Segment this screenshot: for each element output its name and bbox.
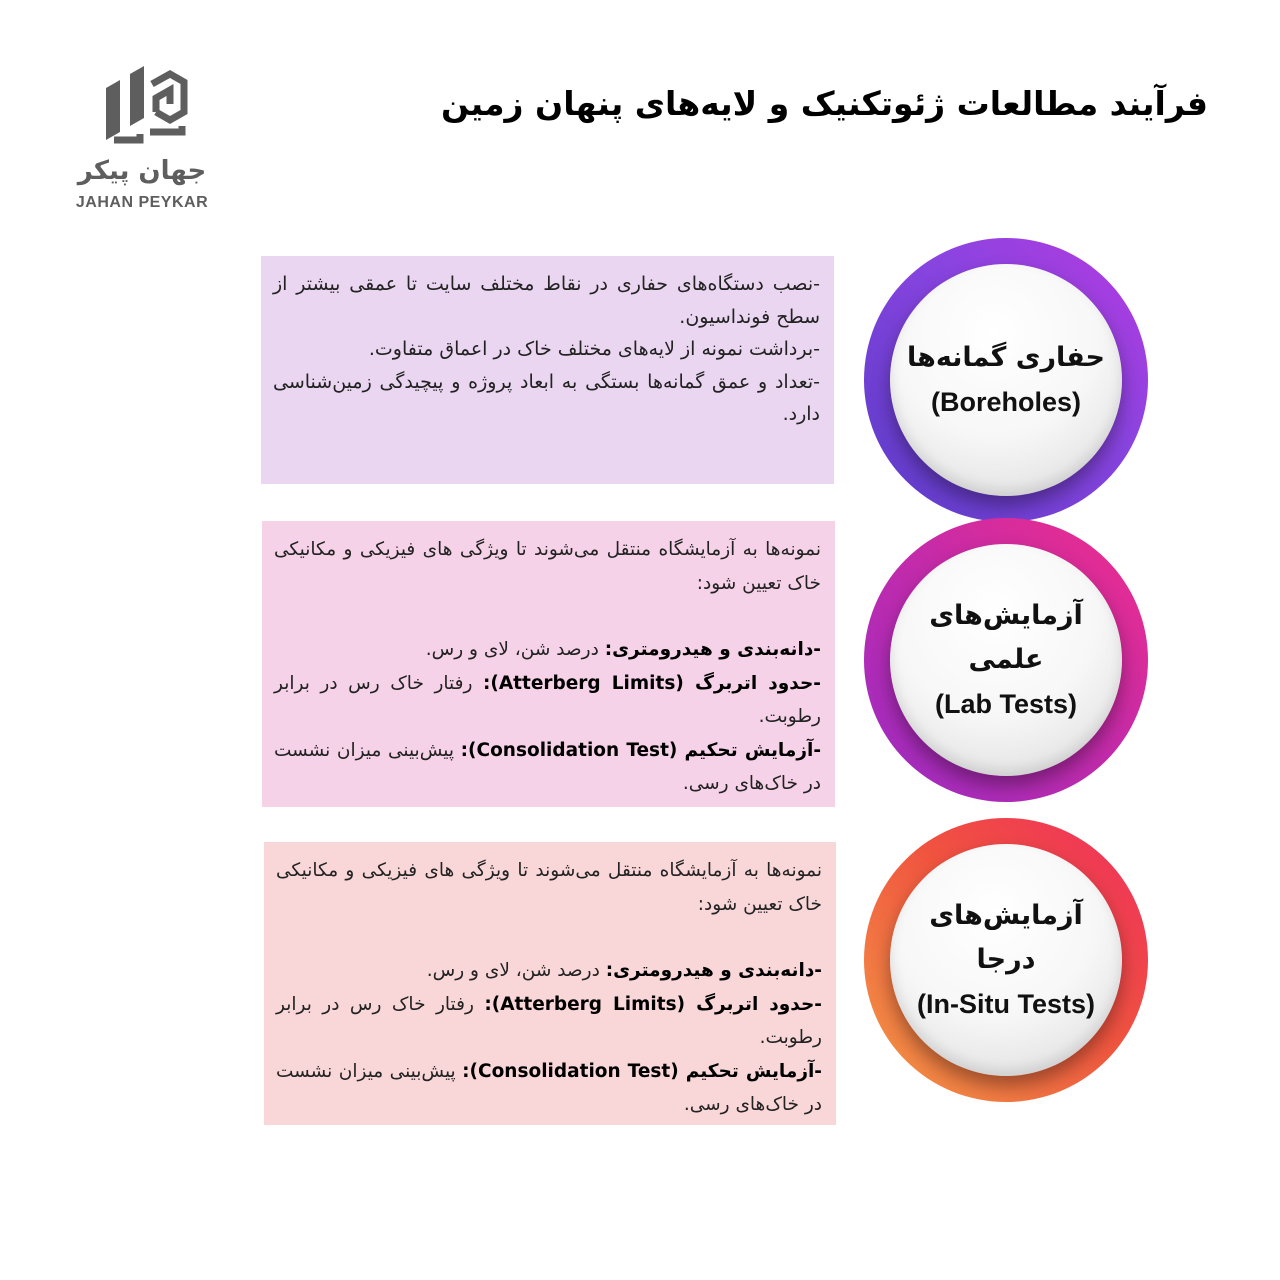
step-1-ring (864, 238, 1148, 522)
step-3-badge (890, 844, 1122, 1076)
step-3-label-en: (In-Situ Tests) (917, 989, 1095, 1019)
jp-monogram-logo-icon (100, 60, 188, 148)
step-2-item-3-text: پیش‌بینی میزان نشست در خاک‌های رسی. (274, 739, 821, 794)
step-3-item-1 (276, 954, 822, 988)
step-3-item-2-text: رفتار خاک رس در برابر رطوبت. (276, 993, 822, 1048)
step-1-description (261, 256, 834, 484)
step-2-item-1-text: درصد شن، لای و رس. (425, 639, 605, 660)
step-1-line-3: -تعداد و عمق گمانه‌ها بستگی به ابعاد پروژه و پیچیدگی زمین‌شناسی دارد. (273, 370, 820, 425)
step-1-label-en: (Boreholes) (930, 387, 1082, 417)
step-3-item-1-text: درصد شن، لای و رس. (426, 960, 606, 981)
step-3-item-1-bold: -دانه‌بندی و هیدرومتری: (605, 960, 822, 981)
brand-logo (62, 60, 222, 220)
step-2-label-fa-1: آزمایش‌های (929, 600, 1083, 631)
step-2-item-2-bold: -حدود اتربرگ (Atterberg Limits): (482, 672, 821, 694)
step-1-line-1: -نصب دستگاه‌های حفاری در نقاط مختلف سایت تا عمقی بیشتر از سطح فونداسیون. (273, 273, 820, 328)
step-3-description (264, 842, 836, 1125)
step-3-item-3-text: پیش‌بینی میزان نشست در خاک‌های رسی. (276, 1060, 822, 1115)
step-2-intro: نمونه‌ها به آزمایشگاه منتقل می‌شوند تا ویژگی های فیزیکی و مکانیکی خاک تعیین شود: (274, 539, 821, 594)
step-3-ring (864, 818, 1148, 1102)
step-2-label-fa-2: علمی (968, 644, 1044, 675)
step-3-label-fa-2: درجا (976, 944, 1036, 975)
step-2-label-en: (Lab Tests) (934, 689, 1077, 719)
step-2-ring (864, 518, 1148, 802)
step-2-item-2-text: رفتار خاک رس در برابر رطوبت. (274, 672, 821, 727)
step-2-item-3 (274, 734, 821, 801)
step-3-item-3-bold: -آزمایش تحکیم (Consolidation Test): (462, 1060, 822, 1082)
step-2-item-1-bold: -دانه‌بندی و هیدرومتری: (604, 639, 821, 660)
brand-name-en: JAHAN PEYKAR (75, 194, 209, 211)
step-2-item-3-bold: -آزمایش تحکیم (Consolidation Test): (460, 739, 821, 761)
step-2-item-1 (274, 633, 821, 667)
step-3-item-3 (276, 1055, 822, 1122)
step-3-intro: نمونه‌ها به آزمایشگاه منتقل می‌شوند تا ویژگی های فیزیکی و مکانیکی خاک تعیین شود: (276, 860, 822, 915)
step-3-label-fa-1: آزمایش‌های (929, 900, 1083, 931)
step-1-line-2: -برداشت نمونه از لایه‌های مختلف خاک در اعماق متفاوت. (368, 338, 820, 360)
brand-name-fa: جهان پیکر (77, 156, 207, 186)
step-2-spacer (274, 600, 821, 633)
step-1-label-fa: حفاری گمانه‌ها (906, 342, 1106, 373)
step-1-badge (890, 264, 1122, 496)
step-2-item-2 (274, 667, 821, 734)
step-2-badge (890, 544, 1122, 776)
step-2-description (262, 521, 835, 807)
page-title: فرآیند مطالعات ژئوتکنیک و لایه‌های پنهان زمین (440, 84, 1208, 123)
step-3-item-2-bold: -حدود اتربرگ (Atterberg Limits): (484, 993, 822, 1015)
step-3-item-2 (276, 988, 822, 1055)
step-3-spacer (276, 921, 822, 954)
